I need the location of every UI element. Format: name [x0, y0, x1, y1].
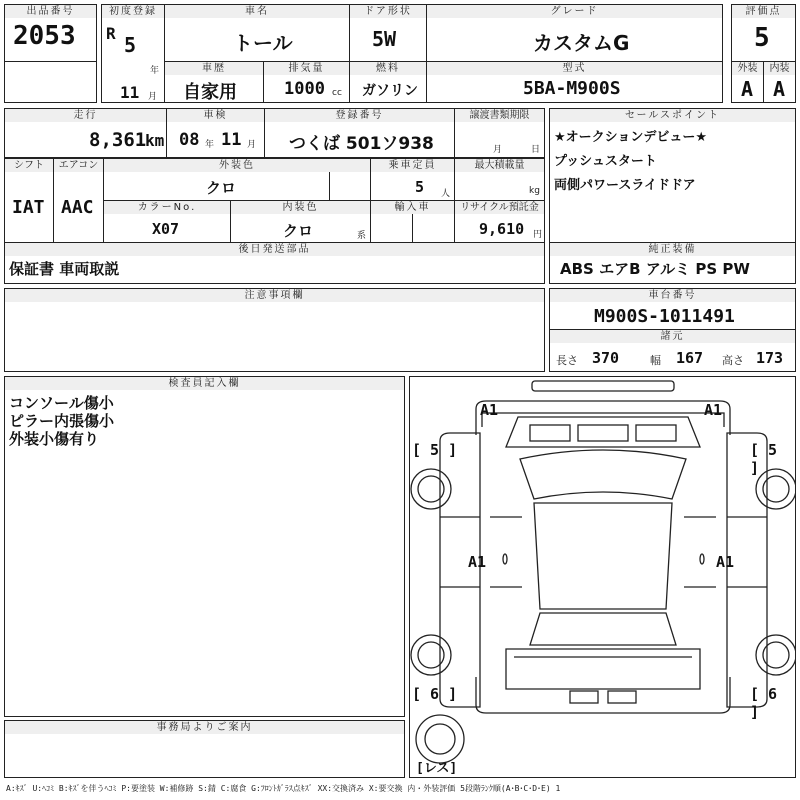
- lot-number-cell: [4, 4, 97, 62]
- max-load-cell: [454, 158, 545, 201]
- model-cell: [426, 61, 723, 103]
- color-number-label: カラーNo.: [104, 201, 230, 214]
- height-label: 高さ: [722, 354, 744, 367]
- exterior-grade-label: 外装: [732, 62, 763, 75]
- sales-points-label: セールスポイント: [550, 109, 795, 122]
- dimensions-label: 諸元: [550, 330, 795, 343]
- lot-blank-cell: [4, 61, 97, 103]
- length: 370: [592, 349, 620, 367]
- history-cell: [164, 61, 264, 103]
- fuel: ガソリン: [362, 83, 418, 99]
- color-number-cell: [103, 200, 231, 243]
- grade: カスタムG: [533, 31, 630, 55]
- mileage-unit: km: [145, 131, 165, 150]
- inspection-label: 車検: [167, 109, 264, 122]
- interior-color-label: 内装色: [231, 201, 370, 214]
- inspector-note-2: ピラー内張傷小: [9, 412, 115, 430]
- score-cell: [731, 4, 796, 62]
- exterior-color-sub-divider: [329, 172, 371, 201]
- later-parts: 保証書 車両取説: [9, 260, 120, 278]
- later-parts-label: 後日発送部品: [5, 243, 544, 256]
- later-parts-cell: [4, 242, 545, 284]
- interior-color-cell: [230, 200, 371, 243]
- capacity: 5: [415, 178, 425, 196]
- genuine-equipment-cell: [549, 242, 796, 284]
- fuel-cell: [349, 61, 427, 103]
- recycle-cell: [454, 200, 545, 243]
- registration-year-unit: 年: [150, 66, 160, 76]
- history: 自家用: [183, 82, 237, 103]
- import-label: 輸入車: [371, 201, 454, 214]
- exterior-color: クロ: [206, 179, 237, 197]
- inspection-cell: [166, 108, 265, 158]
- door-type: 5W: [372, 27, 397, 51]
- cautions-cell: [4, 288, 545, 372]
- grade-cell: [426, 4, 723, 62]
- max-load-label: 最大積載量: [455, 159, 544, 172]
- recycle-unit: 円: [533, 230, 543, 240]
- transfer-deadline-cell: [454, 108, 545, 158]
- sales-point-3: 両側パワースライドドア: [554, 178, 696, 193]
- recycle-deposit: 9,610: [479, 220, 525, 238]
- capacity-unit: 人: [441, 189, 451, 199]
- shift: IAT: [12, 197, 45, 218]
- color-number: X07: [152, 220, 180, 238]
- import-sub-divider: [412, 214, 455, 243]
- inspection-year-unit: 年: [205, 140, 215, 150]
- inspection-month-unit: 月: [247, 140, 257, 150]
- score-label: 評価点: [732, 5, 795, 18]
- sales-points-cell: [549, 108, 796, 243]
- mileage-label: 走行: [5, 109, 166, 122]
- interior-grade-cell: [763, 61, 796, 103]
- car-name-label: 車名: [165, 5, 349, 18]
- interior-grade-label: 内装: [764, 62, 795, 75]
- cautions-label: 注意事項欄: [5, 289, 544, 302]
- shift-cell: [4, 158, 54, 243]
- interior-grade: A: [773, 77, 786, 101]
- history-label: 車歴: [165, 62, 263, 75]
- registration-month: 11: [120, 83, 140, 102]
- displacement: 1000: [284, 79, 325, 99]
- interior-color: クロ: [283, 222, 314, 240]
- transfer-day-unit: 日: [531, 145, 541, 155]
- exterior-grade: A: [741, 77, 754, 101]
- office-notice-cell: [4, 720, 405, 778]
- tire-mark-front-left: [ 5 ]: [412, 441, 458, 459]
- office-notice-label: 事務局よりご案内: [5, 721, 404, 734]
- lot-number-label: 出品番号: [5, 5, 96, 18]
- inspector-note-3: 外装小傷有り: [9, 430, 100, 448]
- aircon-label: エアコン: [54, 159, 103, 172]
- damage-mark-side-right: A1: [716, 553, 735, 571]
- registration-month-unit: 月: [148, 92, 158, 102]
- fuel-label: 燃料: [350, 62, 426, 75]
- capacity-label: 乗車定員: [371, 159, 454, 172]
- car-name: トール: [233, 31, 293, 55]
- plate-cell: [264, 108, 455, 158]
- grade-label: グレード: [427, 5, 722, 18]
- aircon: AAC: [61, 197, 94, 218]
- damage-mark-front-left: A1: [480, 401, 499, 419]
- chassis-number: M900S-1011491: [594, 306, 735, 327]
- model: 5BA-M900S: [523, 78, 621, 99]
- registration-year: 5: [124, 33, 137, 57]
- inspector-notes-cell: [4, 376, 405, 717]
- plate: つくば 501ソ938: [289, 134, 434, 154]
- height: 173: [756, 349, 784, 367]
- aircon-cell: [53, 158, 104, 243]
- registration-era: R: [106, 24, 116, 43]
- car-name-cell: [164, 4, 350, 62]
- damage-mark-front-right: A1: [704, 401, 723, 419]
- genuine-equipment-label: 純正装備: [550, 243, 795, 256]
- sales-point-2: プッシュスタート: [554, 154, 657, 169]
- score: 5: [754, 23, 770, 53]
- transfer-month-unit: 月: [493, 145, 503, 155]
- mileage: 8,361: [89, 129, 147, 151]
- door-label: ドア形状: [350, 5, 426, 18]
- inspector-notes-label: 検査員記入欄: [5, 377, 404, 390]
- exterior-color-label: 外装色: [104, 159, 370, 172]
- max-load-unit: kg: [529, 186, 540, 196]
- interior-color-unit: 系: [357, 231, 367, 241]
- transfer-deadline-label: 譲渡書類期限: [455, 109, 544, 122]
- damage-mark-side-left: A1: [468, 553, 487, 571]
- displacement-unit: cc: [332, 88, 342, 98]
- length-label: 長さ: [556, 354, 578, 367]
- first-registration-label: 初度登録: [102, 5, 164, 18]
- recycle-label: リサイクル預託金: [455, 201, 544, 214]
- mileage-cell: [4, 108, 167, 158]
- tire-mark-rear-left: [ 6 ]: [412, 685, 458, 703]
- width-label: 幅: [650, 354, 661, 367]
- door-cell: [349, 4, 427, 62]
- chassis-cell: [549, 288, 796, 330]
- lot-number: 2053: [13, 21, 76, 51]
- plate-label: 登録番号: [265, 109, 454, 122]
- sales-point-1: ★オークションデビュー★: [554, 130, 708, 145]
- exterior-grade-cell: [731, 61, 764, 103]
- inspector-note-1: コンソール傷小: [9, 394, 114, 412]
- inspection-month: 11: [221, 130, 242, 150]
- damage-diagram-cell: [409, 376, 796, 778]
- genuine-equipment: ABS エアB アルミ PS PW: [560, 260, 750, 278]
- model-label: 型式: [427, 62, 722, 75]
- tire-mark-front-right: [ 5 ]: [750, 441, 778, 477]
- damage-legend: A:ｷｽﾞ U:ﾍｺﾐ B:ｷｽﾞを伴うﾍｺﾐ P:要塗装 W:補修跡 S:錆 C:腐食 G:ﾌﾛﾝﾄｶﾞﾗｽ点ｷｽﾞ XX:交換済み X:要交換 内・外装評価 5段階ﾗﾝｸ順(A･B･C･D･E) 1: [6, 784, 561, 793]
- tire-mark-rear-right: [ 6 ]: [750, 685, 778, 721]
- chassis-label: 車台番号: [550, 289, 795, 302]
- car-outline-diagram: [410, 377, 796, 778]
- shift-label: シフト: [5, 159, 53, 172]
- dimensions-cell: [549, 329, 796, 372]
- inspection-year: 08: [179, 130, 200, 150]
- width: 167: [676, 349, 704, 367]
- spare-tire-mark: [レス]: [416, 761, 458, 776]
- first-registration-cell: [101, 4, 165, 103]
- displacement-cell: [263, 61, 350, 103]
- capacity-cell: [370, 158, 455, 201]
- displacement-label: 排気量: [264, 62, 349, 75]
